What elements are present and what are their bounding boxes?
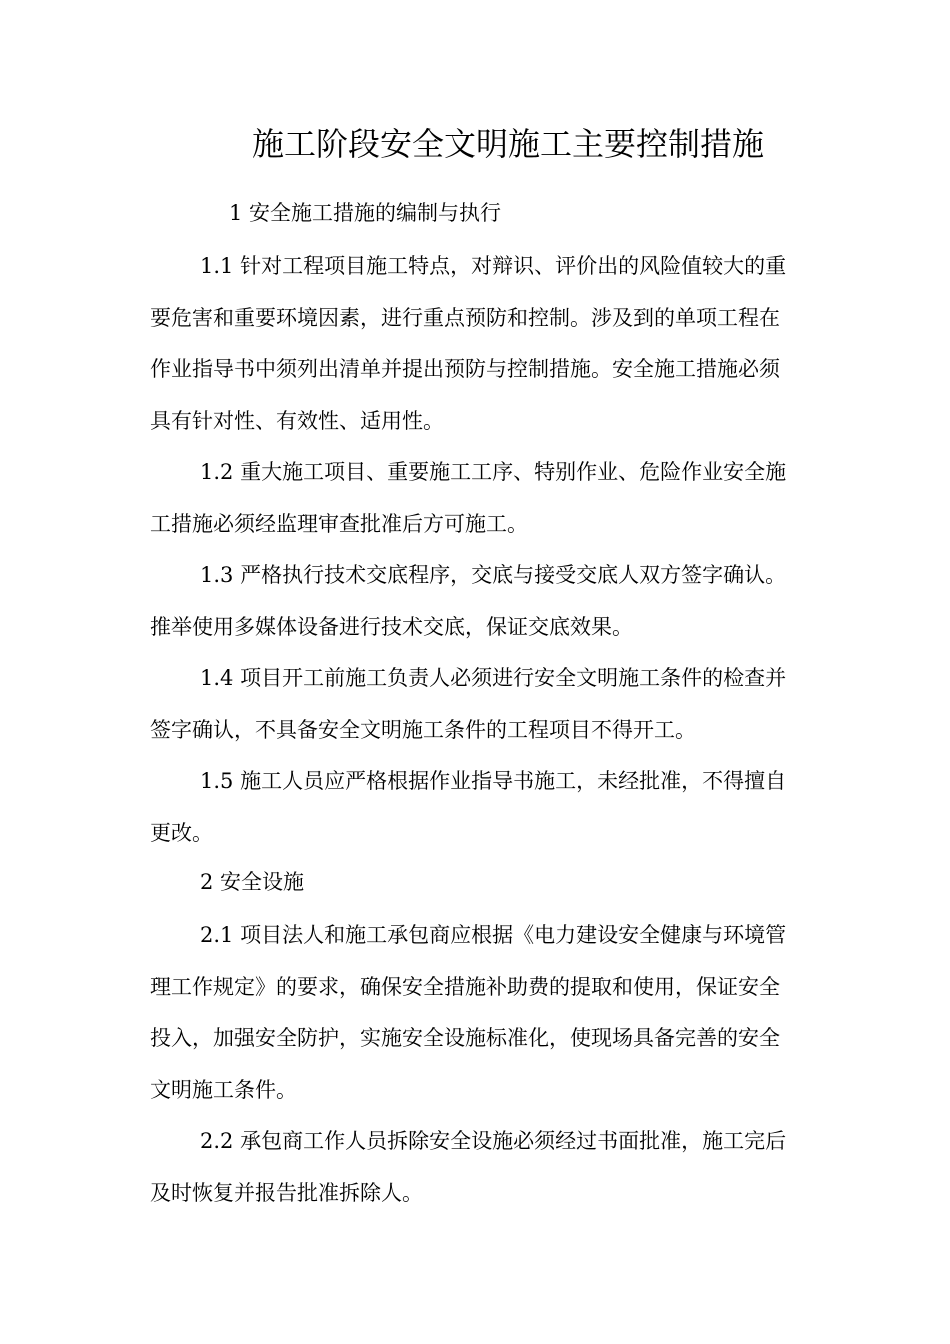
paragraph-1-2: 1.2 重大施工项目、重要施工工序、特别作业、危险作业安全施工措施必须经监理审查批准后方可施工。 (150, 460, 787, 536)
paragraph-1-1: 1.1 针对工程项目施工特点，对辩识、评价出的风险值较大的重要危害和重要环境因素，进行重点预防和控制。涉及到的单项工程在作业指导书中须列出清单并提出预防与控制措施。安全施工措施必须具有针对性、有效性、适用性。 (150, 254, 787, 433)
paragraph-1-4: 1.4 项目开工前施工负责人必须进行安全文明施工条件的检查并签字确认，不具备安全文明施工条件的工程项目不得开工。 (150, 666, 787, 742)
section-1-heading: 1 安全施工措施的编制与执行 (229, 201, 502, 225)
document-title: 施工阶段安全文明施工主要控制措施 (251, 125, 764, 163)
paragraph-2-2: 2.2 承包商工作人员拆除安全设施必须经过书面批准，施工完后及时恢复并报告批准拆除人。 (150, 1129, 787, 1205)
paragraph-1-3: 1.3 严格执行技术交底程序，交底与接受交底人双方签字确认。推举使用多媒体设备进行技术交底，保证交底效果。 (150, 563, 787, 639)
paragraph-1-5: 1.5 施工人员应严格根据作业指导书施工，未经批准，不得擅自更改。 (150, 769, 787, 845)
section-2-heading: 2 安全设施 (200, 870, 305, 894)
paragraph-2-1: 2.1 项目法人和施工承包商应根据《电力建设安全健康与环境管理工作规定》的要求，确保安全措施补助费的提取和使用，保证安全投入，加强安全防护，实施安全设施标准化，使现场具备完善的安全文明施工条件。 (150, 923, 787, 1102)
